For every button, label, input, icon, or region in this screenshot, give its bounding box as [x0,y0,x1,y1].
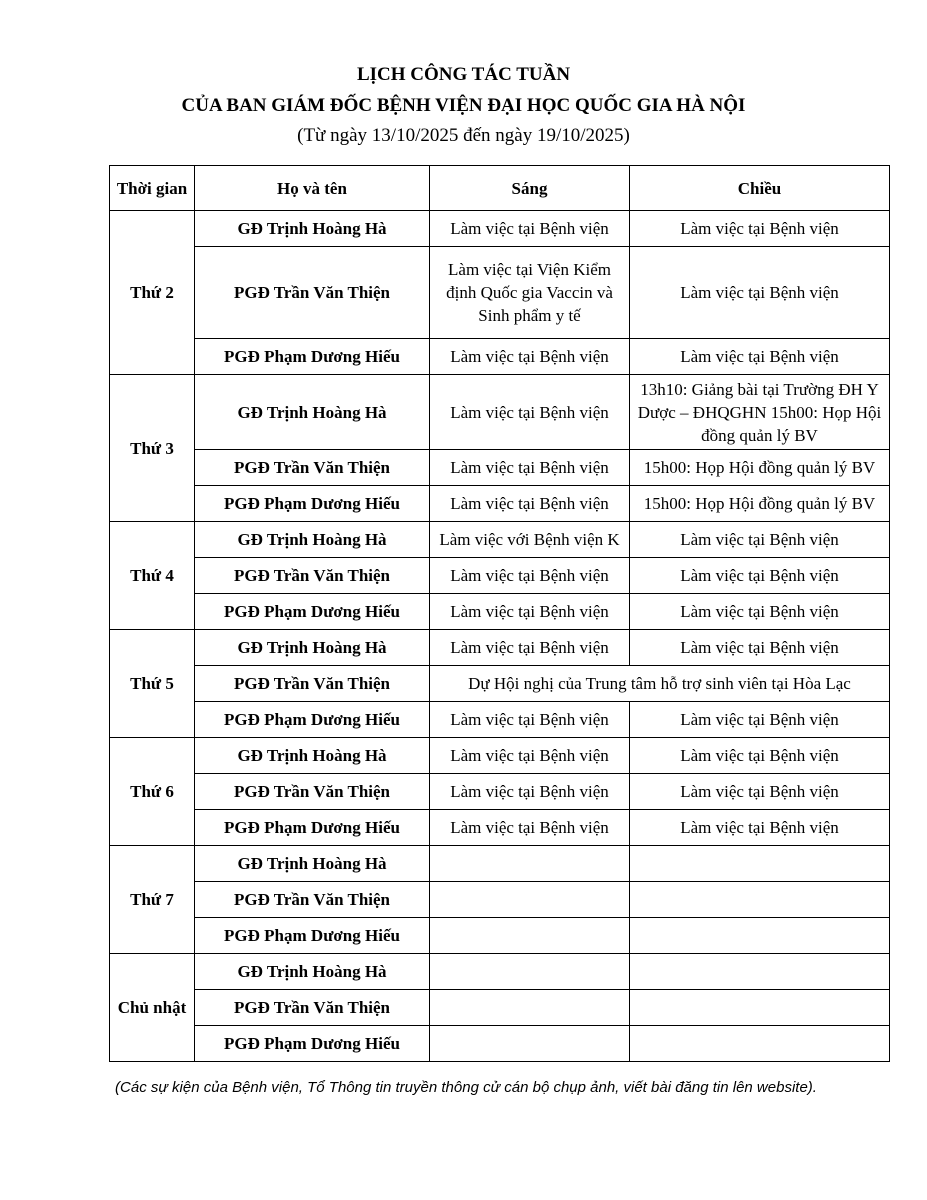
day-cell: Thứ 5 [110,630,195,738]
date-range: (Từ ngày 13/10/2025 đến ngày 19/10/2025) [297,125,630,146]
morning-cell [430,882,630,918]
person-name: GĐ Trịnh Hoàng Hà [195,522,430,558]
person-name: GĐ Trịnh Hoàng Hà [195,211,430,247]
afternoon-cell: Làm việc tại Bệnh viện [630,774,890,810]
person-name: PGĐ Trần Văn Thiện [195,450,430,486]
morning-cell: Làm việc tại Viện Kiểm định Quốc gia Vaccin và Sinh phẩm y tế [430,247,630,339]
afternoon-cell [630,990,890,1026]
document-title: LỊCH CÔNG TÁC TUẦN [356,64,571,85]
afternoon-cell: 15h00: Họp Hội đồng quản lý BV [630,450,890,486]
table-row [110,375,890,450]
afternoon-cell: Làm việc tại Bệnh viện [630,247,890,339]
person-name: PGĐ Trần Văn Thiện [195,666,430,702]
header-row [110,166,890,211]
table-row [110,810,890,846]
footnote: (Các sự kiện của Bệnh viện, Tổ Thông tin truyền thông cử cán bộ chụp ảnh, viết bài đăng tin lên website). [115,1079,817,1096]
table-row [110,702,890,738]
afternoon-cell: Làm việc tại Bệnh viện [630,630,890,666]
day-cell: Thứ 2 [110,211,195,375]
table-row [110,558,890,594]
afternoon-cell [630,882,890,918]
day-cell: Chủ nhật [110,954,195,1062]
person-name: GĐ Trịnh Hoàng Hà [195,738,430,774]
morning-cell: Làm việc tại Bệnh viện [430,339,630,375]
afternoon-cell: Làm việc tại Bệnh viện [630,211,890,247]
column-header-name: Họ và tên [195,166,430,211]
person-name: PGĐ Trần Văn Thiện [195,247,430,339]
afternoon-cell: 15h00: Họp Hội đồng quản lý BV [630,486,890,522]
day-cell: Thứ 4 [110,522,195,630]
afternoon-cell: Làm việc tại Bệnh viện [630,558,890,594]
morning-cell [430,918,630,954]
afternoon-cell [630,1026,890,1062]
morning-cell: Làm việc tại Bệnh viện [430,810,630,846]
morning-cell: Làm việc tại Bệnh viện [430,558,630,594]
morning-cell: Làm việc tại Bệnh viện [430,375,630,450]
day-cell: Thứ 6 [110,738,195,846]
table-row [110,774,890,810]
document-subtitle: CỦA BAN GIÁM ĐỐC BỆNH VIỆN ĐẠI HỌC QUỐC GIA HÀ NỘI [181,95,746,116]
person-name: PGĐ Phạm Dương Hiếu [195,486,430,522]
person-name: PGĐ Phạm Dương Hiếu [195,594,430,630]
table-row [110,918,890,954]
person-name: PGĐ Phạm Dương Hiếu [195,339,430,375]
person-name: PGĐ Trần Văn Thiện [195,774,430,810]
column-header-morning: Sáng [430,166,630,211]
table-row [110,1026,890,1062]
person-name: GĐ Trịnh Hoàng Hà [195,375,430,450]
person-name: PGĐ Phạm Dương Hiếu [195,702,430,738]
afternoon-cell: Làm việc tại Bệnh viện [630,810,890,846]
afternoon-cell: Làm việc tại Bệnh viện [630,522,890,558]
column-header-afternoon: Chiều [630,166,890,211]
afternoon-cell [630,846,890,882]
morning-cell: Làm việc tại Bệnh viện [430,450,630,486]
table-row [110,738,890,774]
morning-cell: Làm việc tại Bệnh viện [430,738,630,774]
table-row [110,594,890,630]
table-row [110,990,890,1026]
full-day-cell: Dự Hội nghị của Trung tâm hỗ trợ sinh viên tại Hòa Lạc [430,666,890,702]
morning-cell [430,1026,630,1062]
table-row [110,954,890,990]
table-row [110,450,890,486]
person-name: PGĐ Phạm Dương Hiếu [195,810,430,846]
morning-cell: Làm việc tại Bệnh viện [430,774,630,810]
column-header-time: Thời gian [110,166,195,211]
table-row [110,630,890,666]
person-name: PGĐ Phạm Dương Hiếu [195,918,430,954]
morning-cell: Làm việc tại Bệnh viện [430,630,630,666]
person-name: PGĐ Phạm Dương Hiếu [195,1026,430,1062]
person-name: GĐ Trịnh Hoàng Hà [195,630,430,666]
person-name: PGĐ Trần Văn Thiện [195,882,430,918]
schedule-table [109,165,890,1062]
table-row [110,522,890,558]
table-row [110,211,890,247]
person-name: GĐ Trịnh Hoàng Hà [195,846,430,882]
person-name: PGĐ Trần Văn Thiện [195,990,430,1026]
table-row [110,486,890,522]
table-row [110,882,890,918]
morning-cell [430,990,630,1026]
morning-cell: Làm việc tại Bệnh viện [430,702,630,738]
morning-cell: Làm việc với Bệnh viện K [430,522,630,558]
afternoon-cell: Làm việc tại Bệnh viện [630,339,890,375]
afternoon-cell [630,954,890,990]
afternoon-cell: Làm việc tại Bệnh viện [630,702,890,738]
afternoon-cell: Làm việc tại Bệnh viện [630,738,890,774]
afternoon-cell: Làm việc tại Bệnh viện [630,594,890,630]
morning-cell: Làm việc tại Bệnh viện [430,594,630,630]
morning-cell [430,846,630,882]
table-row [110,339,890,375]
person-name: GĐ Trịnh Hoàng Hà [195,954,430,990]
person-name: PGĐ Trần Văn Thiện [195,558,430,594]
morning-cell: Làm việc tại Bệnh viện [430,486,630,522]
morning-cell: Làm việc tại Bệnh viện [430,211,630,247]
table-row [110,247,890,339]
table-row [110,666,890,702]
morning-cell [430,954,630,990]
table-row [110,846,890,882]
day-cell: Thứ 3 [110,375,195,522]
afternoon-cell [630,918,890,954]
afternoon-cell: 13h10: Giảng bài tại Trường ĐH Y Dược – ĐHQGHN 15h00: Họp Hội đồng quản lý BV [630,375,890,450]
day-cell: Thứ 7 [110,846,195,954]
